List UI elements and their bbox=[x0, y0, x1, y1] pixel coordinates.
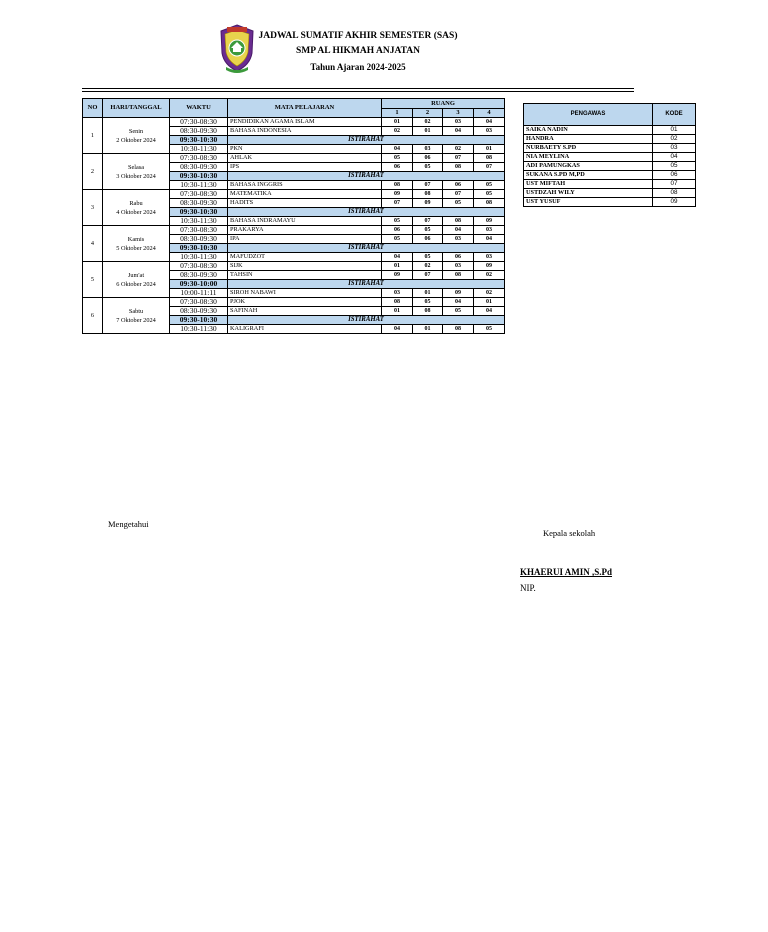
col-no: NO bbox=[83, 99, 103, 118]
room-code-4: 07 bbox=[474, 163, 505, 172]
day-number: 2 bbox=[83, 154, 103, 190]
supervisor-row bbox=[524, 171, 696, 180]
room-code-3: 09 bbox=[443, 289, 474, 298]
room-2: 2 bbox=[413, 109, 443, 118]
time-slot: 09:30-10:00 bbox=[170, 280, 228, 289]
room-1: 1 bbox=[382, 109, 413, 118]
room-code-3: 05 bbox=[443, 199, 474, 208]
principal-name: KHAERUI AMIN ,S.Pd bbox=[520, 567, 613, 577]
room-code-3: 06 bbox=[443, 181, 474, 190]
subject-cell: KALIGRAFI bbox=[228, 325, 382, 334]
room-code-3: 03 bbox=[443, 235, 474, 244]
room-code-2: 07 bbox=[413, 217, 443, 226]
day-name: Selasa bbox=[127, 163, 145, 171]
col-supervisor: PENGAWAS bbox=[524, 104, 653, 126]
room-code-2: 06 bbox=[413, 235, 443, 244]
room-code-1: 04 bbox=[382, 325, 413, 334]
subject-cell: SIJK bbox=[228, 262, 382, 271]
subject-cell: SIROH NABAWI bbox=[228, 289, 382, 298]
academic-year: Tahun Ajaran 2024-2025 bbox=[310, 62, 406, 72]
time-slot: 07:30-08:30 bbox=[170, 226, 228, 235]
day-number: 3 bbox=[83, 190, 103, 226]
room-code-3: 08 bbox=[443, 271, 474, 280]
time-slot: 10:30-11:30 bbox=[170, 325, 228, 334]
room-code-1: 05 bbox=[382, 217, 413, 226]
time-slot: 07:30-08:30 bbox=[170, 118, 228, 127]
supervisor-code: 04 bbox=[653, 153, 696, 162]
room-code-1: 09 bbox=[382, 190, 413, 199]
col-time: WAKTU bbox=[170, 99, 228, 118]
day-date: 6 Oktober 2024 bbox=[116, 280, 156, 288]
room-code-1: 08 bbox=[382, 298, 413, 307]
day-name: Rabu bbox=[129, 199, 143, 207]
acknowledged-label: Mengetahui bbox=[108, 519, 149, 529]
room-code-4: 09 bbox=[474, 262, 505, 271]
day-date: 4 Oktober 2024 bbox=[116, 208, 156, 216]
supervisor-row bbox=[524, 153, 696, 162]
room-code-1: 04 bbox=[382, 253, 413, 262]
time-slot: 09:30-10:30 bbox=[170, 208, 228, 217]
room-code-2: 03 bbox=[413, 145, 443, 154]
header-divider bbox=[82, 88, 634, 89]
room-code-2: 02 bbox=[413, 262, 443, 271]
school-name: SMP AL HIKMAH ANJATAN bbox=[296, 46, 420, 56]
col-subject: MATA PELAJARAN bbox=[228, 99, 382, 118]
room-code-2: 06 bbox=[413, 154, 443, 163]
room-code-2: 08 bbox=[413, 307, 443, 316]
time-slot: 09:30-10:30 bbox=[170, 136, 228, 145]
time-slot: 08:30-09:30 bbox=[170, 307, 228, 316]
col-day-date: HARI/TANGGAL bbox=[103, 99, 170, 118]
room-code-4: 04 bbox=[474, 307, 505, 316]
break-cell: ISTIRAHAT bbox=[228, 280, 505, 289]
time-slot: 07:30-08:30 bbox=[170, 190, 228, 199]
room-code-4: 09 bbox=[474, 217, 505, 226]
col-code: KODE bbox=[653, 104, 696, 126]
document-title: JADWAL SUMATIF AKHIR SEMESTER (SAS) bbox=[258, 31, 458, 41]
break-cell: ISTIRAHAT bbox=[228, 316, 505, 325]
day-date-cell bbox=[103, 226, 170, 262]
room-code-3: 08 bbox=[443, 325, 474, 334]
supervisor-row bbox=[524, 198, 696, 207]
subject-cell: IPA bbox=[228, 235, 382, 244]
room-code-1: 04 bbox=[382, 145, 413, 154]
day-number: 6 bbox=[83, 298, 103, 334]
table-row bbox=[83, 226, 505, 235]
room-code-1: 03 bbox=[382, 289, 413, 298]
time-slot: 08:30-09:30 bbox=[170, 163, 228, 172]
room-code-3: 04 bbox=[443, 298, 474, 307]
supervisor-table bbox=[523, 103, 696, 207]
room-code-2: 01 bbox=[413, 127, 443, 136]
subject-cell: MATEMATIKA bbox=[228, 190, 382, 199]
room-code-3: 04 bbox=[443, 226, 474, 235]
room-code-4: 02 bbox=[474, 271, 505, 280]
supervisor-code: 05 bbox=[653, 162, 696, 171]
room-code-1: 07 bbox=[382, 199, 413, 208]
subject-cell: BAHASA INDONESIA bbox=[228, 127, 382, 136]
room-code-2: 01 bbox=[413, 325, 443, 334]
room-code-1: 06 bbox=[382, 163, 413, 172]
day-name: Sabtu bbox=[128, 307, 144, 315]
room-code-3: 05 bbox=[443, 307, 474, 316]
supervisor-name: ADI PAMUNGKAS bbox=[524, 162, 653, 171]
subject-cell: PJOK bbox=[228, 298, 382, 307]
room-code-1: 01 bbox=[382, 118, 413, 127]
supervisor-code: 09 bbox=[653, 198, 696, 207]
supervisor-code: 03 bbox=[653, 144, 696, 153]
table-row bbox=[83, 118, 505, 127]
day-date: 2 Oktober 2024 bbox=[116, 136, 156, 144]
room-code-2: 07 bbox=[413, 271, 443, 280]
table-row bbox=[83, 154, 505, 163]
room-code-1: 02 bbox=[382, 127, 413, 136]
time-slot: 08:30-09:30 bbox=[170, 235, 228, 244]
supervisor-row bbox=[524, 126, 696, 135]
day-date: 5 Oktober 2024 bbox=[116, 244, 156, 252]
room-code-1: 06 bbox=[382, 226, 413, 235]
room-code-2: 07 bbox=[413, 181, 443, 190]
subject-cell: AHLAK bbox=[228, 154, 382, 163]
room-code-2: 05 bbox=[413, 163, 443, 172]
room-code-2: 05 bbox=[413, 253, 443, 262]
room-code-3: 02 bbox=[443, 145, 474, 154]
header-divider-thin bbox=[82, 91, 634, 92]
break-cell: ISTIRAHAT bbox=[228, 208, 505, 217]
supervisor-code: 02 bbox=[653, 135, 696, 144]
day-date-cell bbox=[103, 262, 170, 298]
room-code-1: 01 bbox=[382, 262, 413, 271]
day-name: Jum'at bbox=[127, 271, 145, 279]
break-cell: ISTIRAHAT bbox=[228, 136, 505, 145]
principal-label: Kepala sekolah bbox=[543, 528, 596, 538]
time-slot: 08:30-09:30 bbox=[170, 271, 228, 280]
time-slot: 07:30-08:30 bbox=[170, 262, 228, 271]
supervisor-code: 01 bbox=[653, 126, 696, 135]
supervisor-code: 07 bbox=[653, 180, 696, 189]
subject-cell: TAHSIN bbox=[228, 271, 382, 280]
supervisor-code: 06 bbox=[653, 171, 696, 180]
time-slot: 09:30-10:30 bbox=[170, 244, 228, 253]
room-code-2: 01 bbox=[413, 289, 443, 298]
time-slot: 09:30-10:30 bbox=[170, 172, 228, 181]
time-slot: 08:30-09:30 bbox=[170, 127, 228, 136]
day-name: Kamis bbox=[127, 235, 145, 243]
supervisor-row bbox=[524, 135, 696, 144]
room-4: 4 bbox=[474, 109, 505, 118]
time-slot: 09:30-10:30 bbox=[170, 316, 228, 325]
supervisor-row bbox=[524, 180, 696, 189]
room-code-4: 08 bbox=[474, 154, 505, 163]
room-code-4: 04 bbox=[474, 235, 505, 244]
table-row bbox=[83, 298, 505, 307]
room-code-2: 08 bbox=[413, 190, 443, 199]
supervisor-name: UST YUSUF bbox=[524, 198, 653, 207]
room-code-1: 05 bbox=[382, 154, 413, 163]
room-code-3: 04 bbox=[443, 127, 474, 136]
room-code-4: 01 bbox=[474, 145, 505, 154]
room-code-1: 05 bbox=[382, 235, 413, 244]
room-code-4: 04 bbox=[474, 118, 505, 127]
subject-cell: SAFINAH bbox=[228, 307, 382, 316]
room-code-4: 03 bbox=[474, 127, 505, 136]
break-cell: ISTIRAHAT bbox=[228, 244, 505, 253]
day-date-cell bbox=[103, 298, 170, 334]
day-date: 3 Oktober 2024 bbox=[116, 172, 156, 180]
room-code-3: 06 bbox=[443, 253, 474, 262]
subject-cell: HADITS bbox=[228, 199, 382, 208]
room-code-4: 03 bbox=[474, 226, 505, 235]
room-code-2: 05 bbox=[413, 298, 443, 307]
room-code-3: 07 bbox=[443, 190, 474, 199]
room-code-4: 05 bbox=[474, 181, 505, 190]
room-code-2: 05 bbox=[413, 226, 443, 235]
time-slot: 10:30-11:30 bbox=[170, 253, 228, 262]
subject-cell: PRAKARYA bbox=[228, 226, 382, 235]
supervisor-name: NIA MEYLINA bbox=[524, 153, 653, 162]
supervisor-name: SAIKA NADIN bbox=[524, 126, 653, 135]
time-slot: 07:30-08:30 bbox=[170, 298, 228, 307]
supervisor-row bbox=[524, 162, 696, 171]
principal-nip: NIP. bbox=[520, 583, 536, 593]
room-code-4: 01 bbox=[474, 298, 505, 307]
col-room: RUANG bbox=[382, 99, 505, 109]
subject-cell: PENDIDIKAN AGAMA ISLAM bbox=[228, 118, 382, 127]
day-number: 4 bbox=[83, 226, 103, 262]
room-code-4: 03 bbox=[474, 253, 505, 262]
room-code-3: 07 bbox=[443, 154, 474, 163]
subject-cell: MAFUDZOT bbox=[228, 253, 382, 262]
subject-cell: BAHASA INDRAMAYU bbox=[228, 217, 382, 226]
room-code-1: 08 bbox=[382, 181, 413, 190]
break-cell: ISTIRAHAT bbox=[228, 172, 505, 181]
supervisor-name: HANDRA bbox=[524, 135, 653, 144]
exam-schedule-table bbox=[82, 98, 505, 334]
time-slot: 08:30-09:30 bbox=[170, 199, 228, 208]
supervisor-name: USTDZAH WILY bbox=[524, 189, 653, 198]
subject-cell: IPS bbox=[228, 163, 382, 172]
supervisor-code: 08 bbox=[653, 189, 696, 198]
supervisor-row bbox=[524, 189, 696, 198]
day-date: 7 Oktober 2024 bbox=[116, 316, 156, 324]
room-code-4: 05 bbox=[474, 325, 505, 334]
day-number: 5 bbox=[83, 262, 103, 298]
day-name: Senin bbox=[128, 127, 144, 135]
subject-cell: PKN bbox=[228, 145, 382, 154]
supervisor-name: NURBAETY S.PD bbox=[524, 144, 653, 153]
subject-cell: BAHASA INGGRIS bbox=[228, 181, 382, 190]
table-row bbox=[83, 262, 505, 271]
supervisor-name: UST MIFTAH bbox=[524, 180, 653, 189]
room-code-2: 02 bbox=[413, 118, 443, 127]
time-slot: 10:30-11:30 bbox=[170, 145, 228, 154]
day-date-cell bbox=[103, 190, 170, 226]
time-slot: 07:30-08:30 bbox=[170, 154, 228, 163]
day-number: 1 bbox=[83, 118, 103, 154]
supervisor-row bbox=[524, 144, 696, 153]
room-code-4: 05 bbox=[474, 190, 505, 199]
room-code-1: 09 bbox=[382, 271, 413, 280]
time-slot: 10:30-11:30 bbox=[170, 217, 228, 226]
room-code-3: 08 bbox=[443, 217, 474, 226]
room-code-3: 03 bbox=[443, 118, 474, 127]
room-3: 3 bbox=[443, 109, 474, 118]
supervisor-name: SUKANA S.PD M,PD bbox=[524, 171, 653, 180]
time-slot: 10:30-11:30 bbox=[170, 181, 228, 190]
room-code-2: 09 bbox=[413, 199, 443, 208]
room-code-1: 01 bbox=[382, 307, 413, 316]
day-date-cell bbox=[103, 118, 170, 154]
room-code-4: 02 bbox=[474, 289, 505, 298]
table-row bbox=[83, 190, 505, 199]
day-date-cell bbox=[103, 154, 170, 190]
room-code-3: 03 bbox=[443, 262, 474, 271]
room-code-3: 08 bbox=[443, 163, 474, 172]
time-slot: 10:00-11:11 bbox=[170, 289, 228, 298]
room-code-4: 08 bbox=[474, 199, 505, 208]
